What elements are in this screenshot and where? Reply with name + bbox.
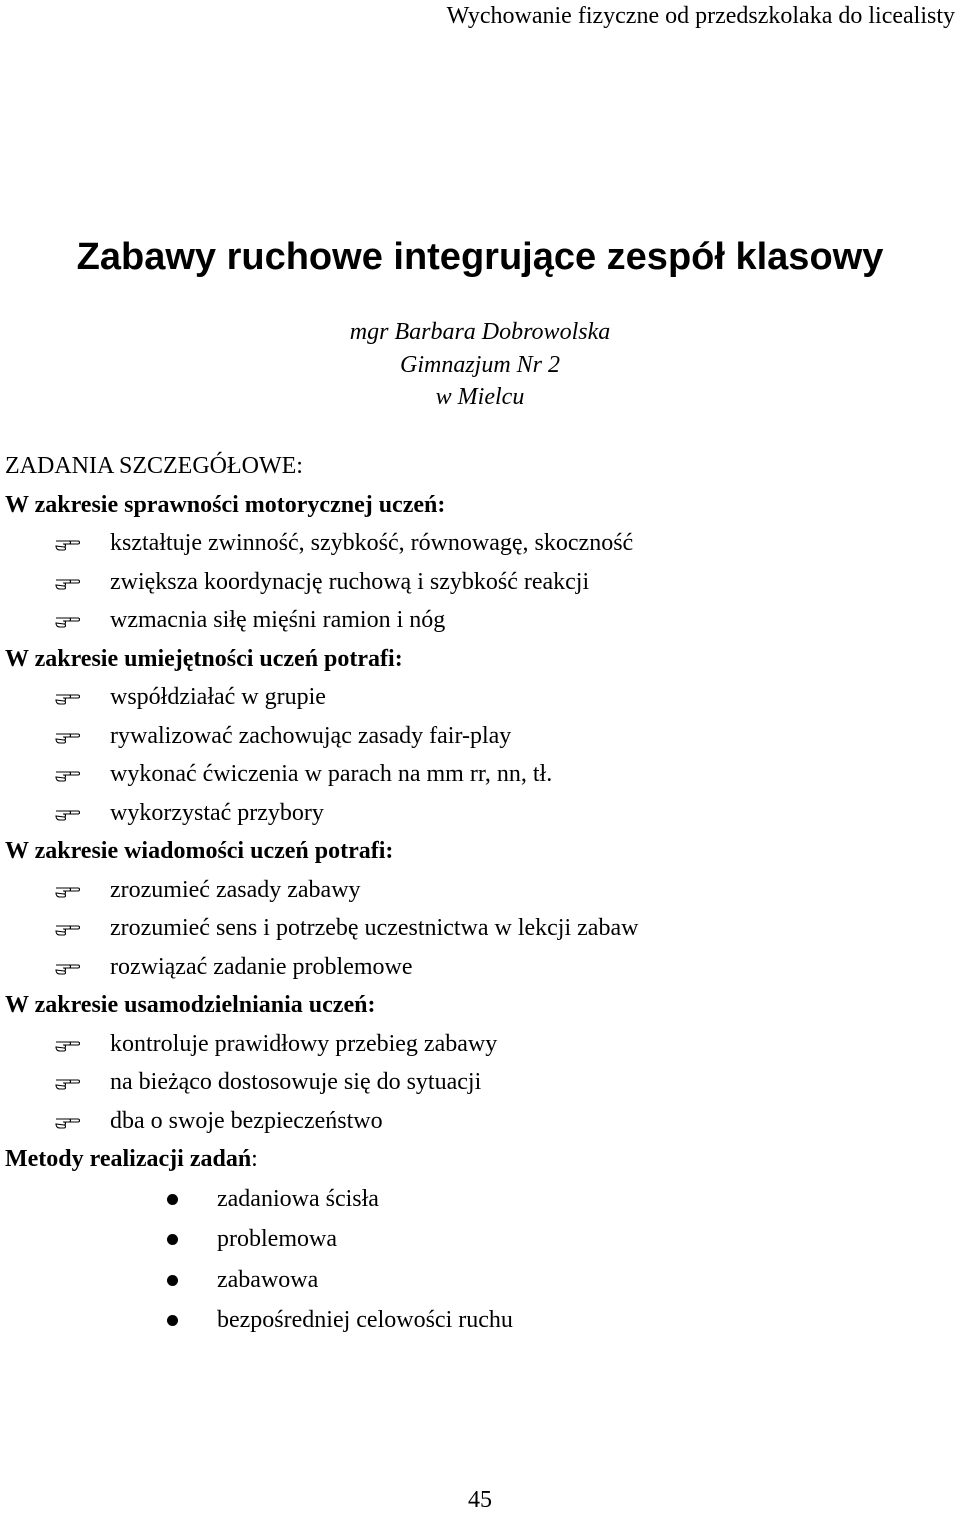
list-item-text: zwiększa koordynację ruchową i szybkość reakcji <box>110 568 590 595</box>
list-item-text: współdziałać w grupie <box>110 684 326 710</box>
list-item-text: kształtuje zwinność, szybkość, równowagę, skoczność <box>110 530 634 556</box>
list-item-text: wzmacnia siłę mięśni ramion i nóg <box>110 607 446 633</box>
bullet-dot-icon <box>167 1234 178 1245</box>
list-item-text: kontroluje prawidłowy przebieg zabawy <box>110 1030 498 1057</box>
list-item <box>5 1102 955 1141</box>
author-name: mgr Barbara Dobrowolska <box>349 319 611 345</box>
running-header: Wychowanie fizyczne od przedszkolaka do licealisty <box>446 3 955 29</box>
pointing-hand-icon <box>55 1074 81 1091</box>
list-item-text: wykonać ćwiczenia w parach na mm rr, nn, tł. <box>110 761 553 787</box>
pointing-hand-icon <box>55 920 81 937</box>
method-item <box>5 1260 955 1301</box>
list-item <box>5 524 955 563</box>
list-item <box>5 1063 955 1102</box>
list-item-text: rywalizować zachowując zasady fair-play <box>110 722 512 749</box>
document-body <box>5 447 955 1341</box>
list-item-text: wykorzystać przybory <box>110 799 324 826</box>
list-item-text: zrozumieć sens i potrzebę uczestnictwa w lekcji zabaw <box>110 915 639 941</box>
methods-heading-colon: : <box>251 1146 258 1172</box>
method-item-text: bezpośredniej celowości ruchu <box>217 1307 513 1333</box>
pointing-hand-icon <box>55 1113 81 1130</box>
author-city: w Mielcu <box>435 384 525 410</box>
pointing-hand-icon <box>55 1036 81 1053</box>
method-item-text: problemowa <box>217 1226 337 1252</box>
pointing-hand-icon <box>55 535 81 552</box>
page-title: Zabawy ruchowe integrujące zespół klasowy <box>76 236 884 278</box>
list-item <box>5 755 955 794</box>
list-item-text: na bieżąco dostosowuje się do sytuacji <box>110 1069 482 1095</box>
method-item-text: zabawowa <box>217 1266 319 1293</box>
methods-heading-text: Metody realizacji zadań <box>5 1146 252 1172</box>
list-item <box>5 909 955 948</box>
tasks-heading: ZADANIA SZCZEGÓŁOWE: <box>5 453 303 479</box>
list-item <box>5 678 955 717</box>
list-item <box>5 794 955 833</box>
bullet-dot-icon <box>167 1194 178 1205</box>
bullet-dot-icon <box>167 1275 178 1286</box>
list-item <box>5 717 955 756</box>
list-item-text: zrozumieć zasady zabawy <box>110 876 361 903</box>
pointing-hand-icon <box>55 882 81 899</box>
pointing-hand-icon <box>55 574 81 591</box>
author-school: Gimnazjum Nr 2 <box>399 351 561 378</box>
section-heading: W zakresie umiejętności uczeń potrafi: <box>5 645 403 672</box>
list-item <box>5 563 955 602</box>
pointing-hand-icon <box>55 689 81 706</box>
list-item-text: rozwiązać zadanie problemowe <box>110 953 413 980</box>
pointing-hand-icon <box>55 805 81 822</box>
pointing-hand-icon <box>55 728 81 745</box>
section-heading: W zakresie wiadomości uczeń potrafi: <box>5 838 394 864</box>
methods-heading <box>5 1140 955 1179</box>
pointing-hand-icon <box>55 766 81 783</box>
author-block <box>0 316 960 414</box>
page-number: 45 <box>468 1487 492 1513</box>
pointing-hand-icon <box>55 959 81 976</box>
section-heading: W zakresie usamodzielniania uczeń: <box>5 992 376 1018</box>
list-item <box>5 871 955 910</box>
list-item <box>5 948 955 987</box>
method-item <box>5 1300 955 1341</box>
list-item <box>5 1025 955 1064</box>
bullet-dot-icon <box>167 1315 178 1326</box>
list-item-text: dba o swoje bezpieczeństwo <box>110 1107 383 1134</box>
section-heading: W zakresie sprawności motorycznej uczeń: <box>5 491 446 518</box>
list-item <box>5 601 955 640</box>
method-item <box>5 1179 955 1220</box>
method-item-text: zadaniowa ścisła <box>217 1185 379 1212</box>
pointing-hand-icon <box>55 612 81 629</box>
method-item <box>5 1219 955 1260</box>
